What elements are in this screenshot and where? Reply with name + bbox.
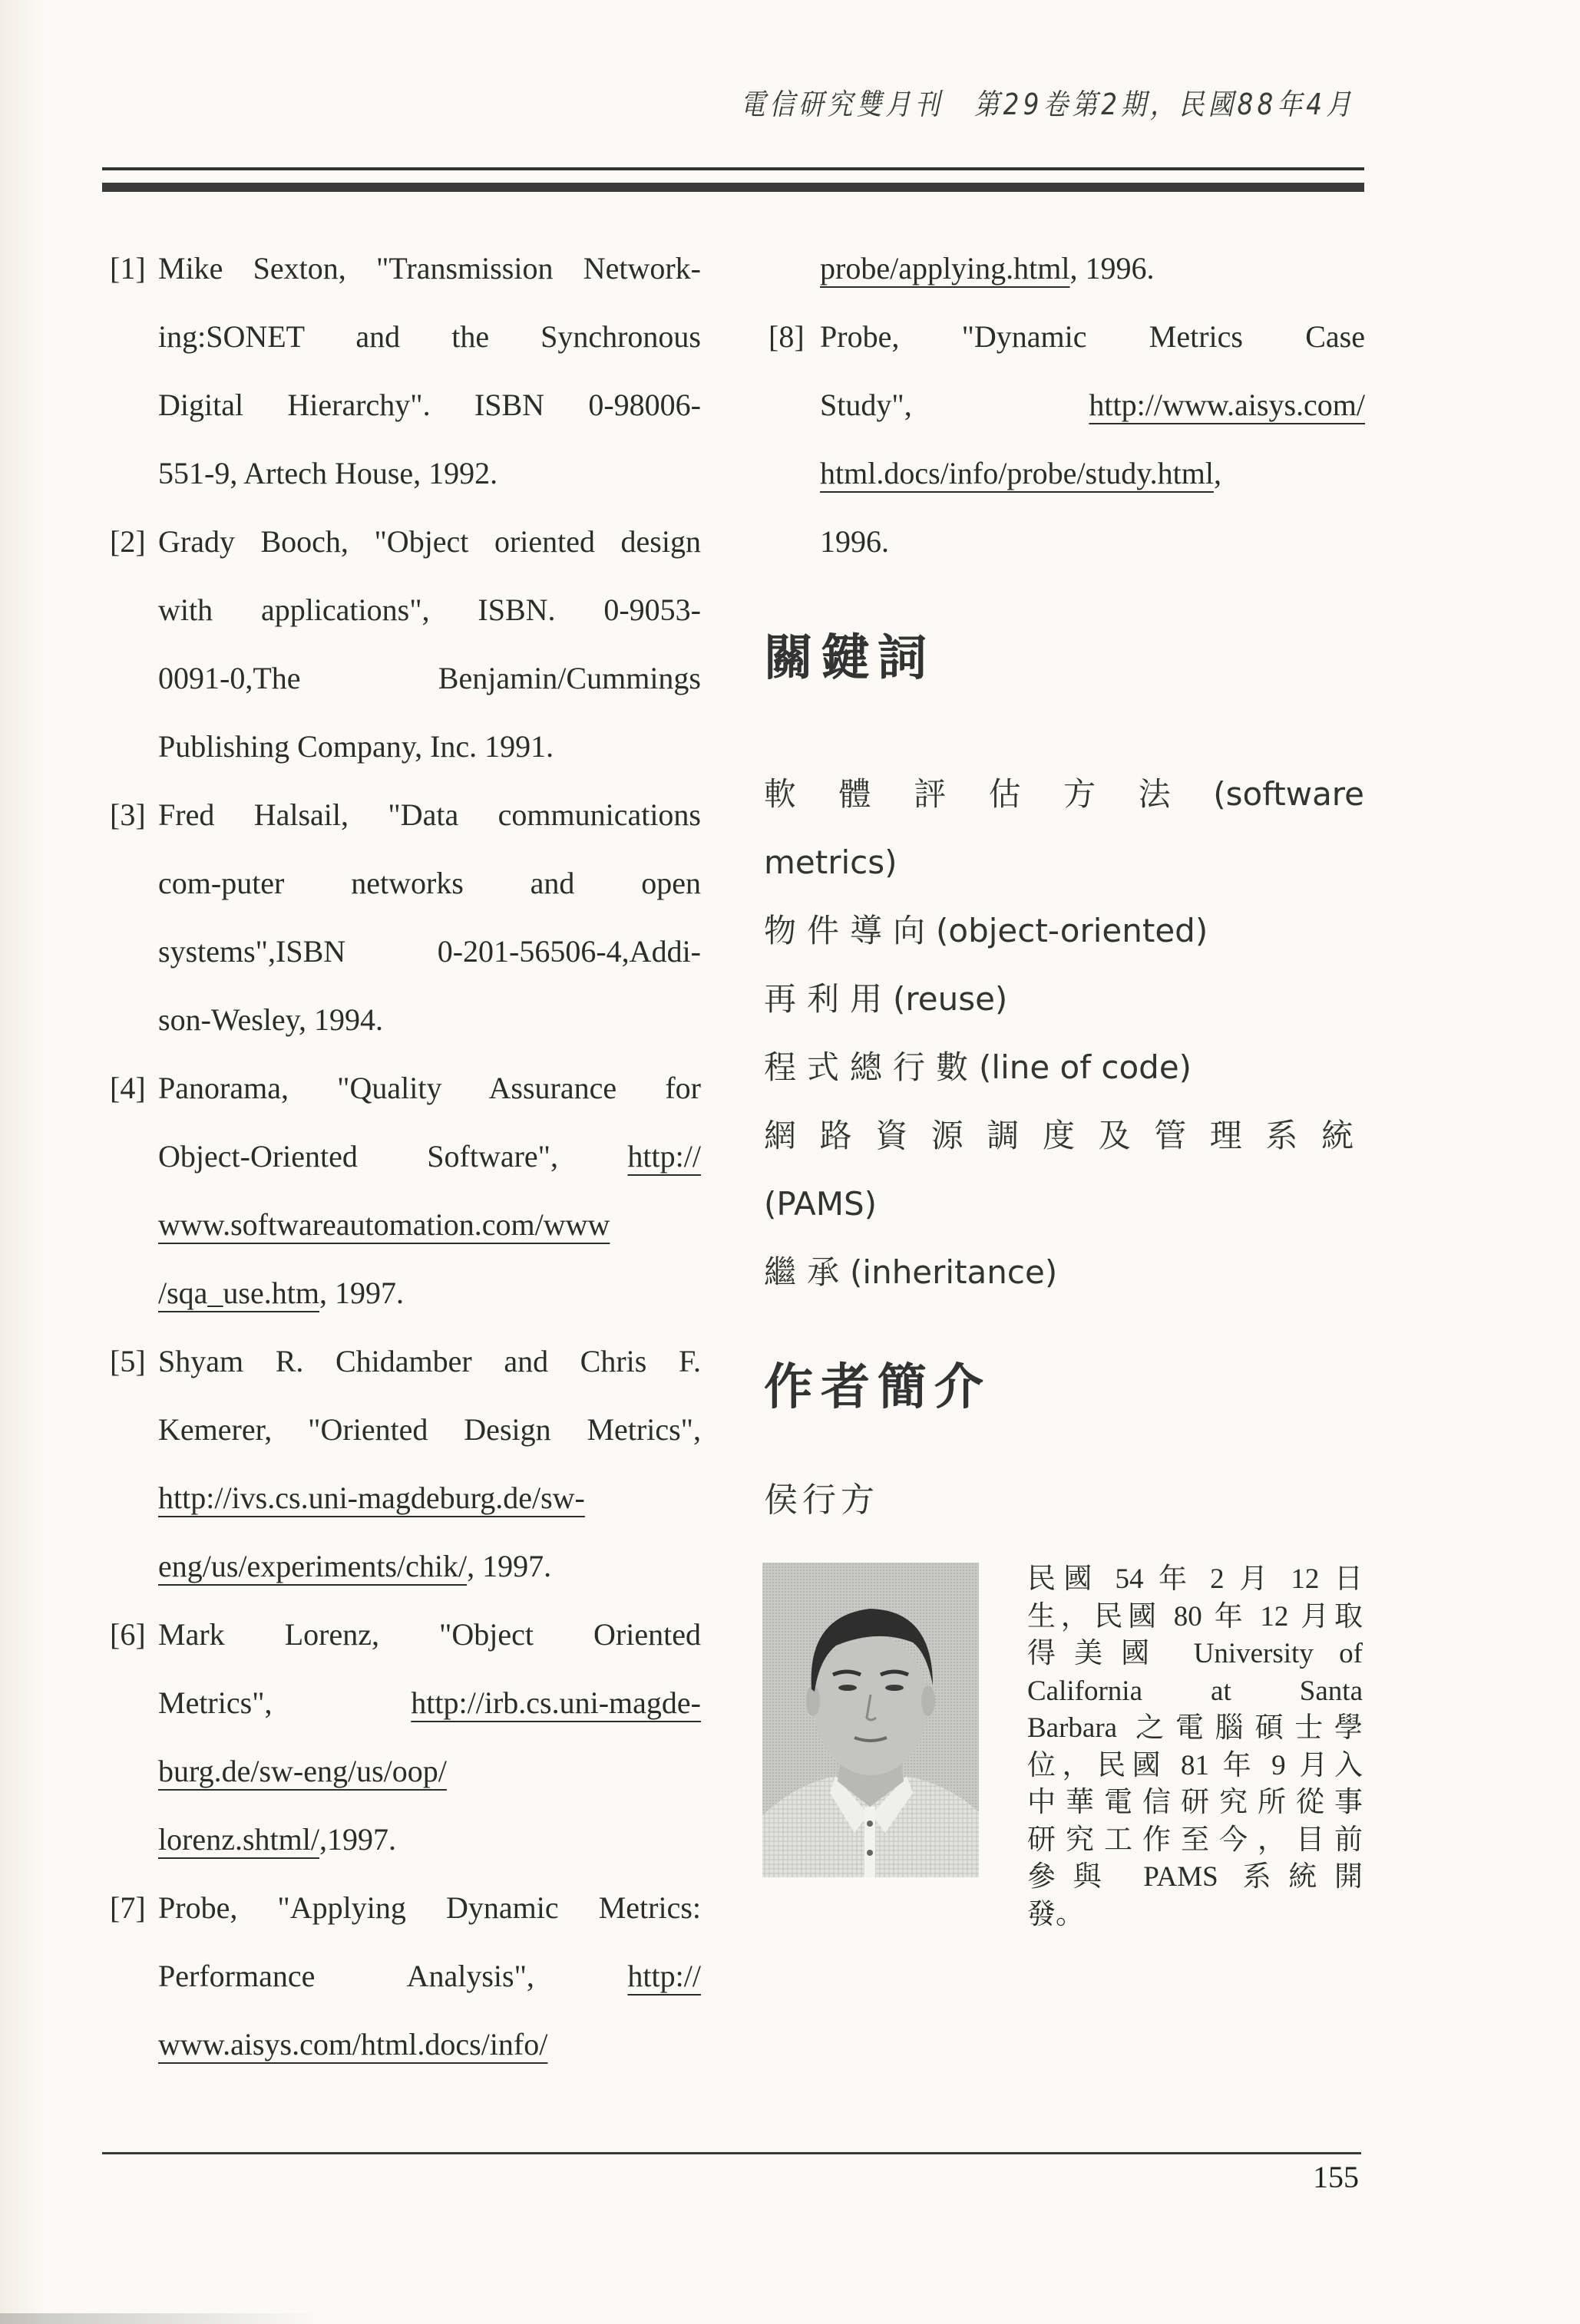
reference-text: Grady Booch, "Object oriented design xyxy=(158,524,701,559)
running-header xyxy=(740,83,1355,126)
portrait-image xyxy=(762,1563,979,1877)
reference-number: [5] xyxy=(110,1344,146,1378)
reference-text: Publishing Company, Inc. 1991. xyxy=(158,729,554,764)
header-rule-thick xyxy=(102,183,1364,192)
keyword-chinese: 軟體評估方法 xyxy=(764,775,1214,813)
bio-line: 參與 PAMS 系統開 xyxy=(1027,1861,1363,1893)
reference-line xyxy=(158,781,701,849)
bio-line: California at Santa xyxy=(1027,1675,1363,1707)
reference-line xyxy=(158,644,701,712)
keyword-item xyxy=(764,1033,1364,1101)
keyword-chinese: 程式總行數 xyxy=(764,1048,980,1086)
bio-line: 研究工作至今，目前 xyxy=(1027,1824,1363,1856)
scan-shadow xyxy=(0,2313,322,2324)
keyword-english: (software xyxy=(1213,775,1364,813)
keyword-english: metrics) xyxy=(764,843,897,881)
author-photo xyxy=(762,1563,979,1877)
reference-number: [1] xyxy=(110,251,146,286)
page-number: 155 xyxy=(1313,2160,1359,2194)
keyword-english: (PAMS) xyxy=(764,1185,878,1223)
reference-text: Probe, "Applying Dynamic Metrics: xyxy=(158,1890,701,1925)
reference-line xyxy=(820,507,1365,576)
reference-number: [8] xyxy=(769,319,805,354)
reference-line xyxy=(158,1669,701,1737)
reference-url-link[interactable]: http://irb.cs.uni-magde- xyxy=(411,1685,701,1720)
reference-text: 551-9, Artech House, 1992. xyxy=(158,456,498,490)
reference-line xyxy=(158,712,701,781)
footer-rule xyxy=(102,2152,1361,2154)
reference-line xyxy=(158,1054,701,1122)
reference-line xyxy=(820,439,1365,507)
keyword-item-continued xyxy=(764,828,1364,896)
keyword-chinese: 物件導向 xyxy=(764,912,937,949)
reference-text: , 1997. xyxy=(319,1276,404,1310)
bio-line: 民國 54 年 2 月 12 日 xyxy=(1027,1563,1363,1595)
reference-line xyxy=(158,1464,701,1532)
reference-number: [3] xyxy=(110,797,146,832)
reference-url-link[interactable]: html.docs/info/probe/study.html xyxy=(820,456,1214,490)
reference-line xyxy=(158,1942,701,2010)
bio-line: 位，民國 81 年 9 月入 xyxy=(1027,1749,1363,1781)
keyword-english: (line of code) xyxy=(979,1048,1192,1086)
keyword-chinese: 繼承 xyxy=(764,1253,851,1291)
reference-line xyxy=(158,371,701,439)
author-heading: 作者簡介 xyxy=(764,1359,991,1416)
reference-line xyxy=(158,234,701,302)
reference-text: Performance Analysis", xyxy=(158,1959,628,1993)
reference-text: Mark Lorenz, "Object Oriented xyxy=(158,1617,701,1652)
reference-url-link[interactable]: eng/us/experiments/chik/ xyxy=(158,1549,468,1583)
keyword-english: (reuse) xyxy=(893,980,1008,1018)
reference-line xyxy=(158,576,701,644)
reference-url-link[interactable]: probe/applying.html xyxy=(820,251,1070,286)
keyword-chinese: 網路資源調度及管理系統 xyxy=(764,1117,1364,1154)
reference-text: com-puter networks and open xyxy=(158,866,701,900)
reference-text: 0091-0,The Benjamin/Cummings xyxy=(158,661,701,695)
reference-text: , 1996. xyxy=(1069,251,1155,286)
reference-line xyxy=(158,302,701,371)
keyword-chinese: 再利用 xyxy=(764,980,894,1018)
bio-line: 中華電信研究所從事 xyxy=(1027,1787,1363,1818)
keywords-heading: 關鍵詞 xyxy=(764,630,934,687)
page-edge-shading xyxy=(0,0,46,2324)
reference-text: systems",ISBN 0-201-56506-4,Addi- xyxy=(158,934,701,969)
reference-url-link[interactable]: /sqa_use.htm xyxy=(158,1276,319,1310)
reference-line xyxy=(820,371,1365,439)
reference-number: [2] xyxy=(110,524,146,559)
reference-text: Mike Sexton, "Transmission Network- xyxy=(158,251,701,286)
journal-title: 電信研究雙月刊 xyxy=(740,87,944,121)
reference-url-link[interactable]: burg.de/sw-eng/us/oop/ xyxy=(158,1754,447,1788)
reference-number: [7] xyxy=(110,1890,146,1925)
reference-text: Study", xyxy=(820,388,1089,422)
issue-info: 第29卷第2期，民國88年4月 xyxy=(973,87,1355,121)
keyword-item xyxy=(764,1238,1364,1306)
reference-text: Shyam R. Chidamber and Chris F. xyxy=(158,1344,701,1378)
bio-line: 生，民國 80 年 12 月取 xyxy=(1027,1600,1363,1632)
header-rule-thin xyxy=(102,167,1364,170)
reference-url-link[interactable]: http://www.aisys.com/ xyxy=(1089,388,1365,422)
reference-line xyxy=(158,1737,701,1805)
reference-number: [6] xyxy=(110,1617,146,1652)
reference-line xyxy=(158,917,701,985)
reference-text: Object-Oriented Software", xyxy=(158,1139,628,1174)
reference-line xyxy=(158,1122,701,1190)
reference-number: [4] xyxy=(110,1071,146,1105)
reference-line xyxy=(158,849,701,917)
reference-line xyxy=(820,302,1365,371)
keyword-english: (inheritance) xyxy=(850,1253,1058,1291)
reference-text: ing:SONET and the Synchronous xyxy=(158,319,701,354)
reference-line xyxy=(158,439,701,507)
keyword-item xyxy=(764,760,1364,828)
reference-text: ,1997. xyxy=(319,1822,396,1857)
reference-line xyxy=(158,1532,701,1600)
reference-line xyxy=(158,507,701,576)
keyword-item xyxy=(764,896,1364,965)
reference-line xyxy=(158,1600,701,1669)
reference-url-link[interactable]: http:// xyxy=(627,1959,701,1993)
bio-line: 發。 xyxy=(1027,1898,1084,1930)
reference-url-link[interactable]: http://ivs.cs.uni-magdeburg.de/sw- xyxy=(158,1481,585,1515)
reference-url-link[interactable]: lorenz.shtml/ xyxy=(158,1822,319,1857)
reference-line xyxy=(820,234,1365,302)
reference-line xyxy=(158,1190,701,1259)
keyword-item xyxy=(764,1101,1364,1170)
reference-url-link[interactable]: http:// xyxy=(627,1139,701,1174)
reference-line xyxy=(158,1873,701,1942)
reference-text: , xyxy=(1213,456,1221,490)
reference-line xyxy=(158,1259,701,1327)
reference-text: Fred Halsail, "Data communications xyxy=(158,797,701,832)
keyword-item-continued xyxy=(764,1170,1364,1238)
reference-text: 1996. xyxy=(820,524,889,559)
bio-line: 得美國 University of xyxy=(1027,1638,1363,1669)
reference-line xyxy=(158,1395,701,1464)
reference-line xyxy=(158,2010,701,2078)
reference-line xyxy=(158,1327,701,1395)
author-name: 侯行方 xyxy=(764,1481,879,1520)
reference-url-link[interactable]: www.softwareautomation.com/www xyxy=(158,1207,610,1242)
reference-text: Metrics", xyxy=(158,1685,412,1720)
reference-text: , 1997. xyxy=(467,1549,552,1583)
reference-text: Probe, "Dynamic Metrics Case xyxy=(820,319,1365,354)
reference-text: Digital Hierarchy". ISBN 0-98006- xyxy=(158,388,701,422)
reference-text: with applications", ISBN. 0-9053- xyxy=(158,593,701,627)
keyword-item xyxy=(764,965,1364,1033)
reference-line xyxy=(158,985,701,1054)
reference-line xyxy=(158,1805,701,1873)
bio-line: Barbara 之電腦碩士學 xyxy=(1027,1712,1363,1744)
reference-url-link[interactable]: www.aisys.com/html.docs/info/ xyxy=(158,2027,548,2062)
reference-text: Kemerer, "Oriented Design Metrics", xyxy=(158,1412,701,1447)
reference-text: Panorama, "Quality Assurance for xyxy=(158,1071,701,1105)
reference-text: son-Wesley, 1994. xyxy=(158,1002,384,1037)
keyword-english: (object-oriented) xyxy=(936,912,1208,949)
